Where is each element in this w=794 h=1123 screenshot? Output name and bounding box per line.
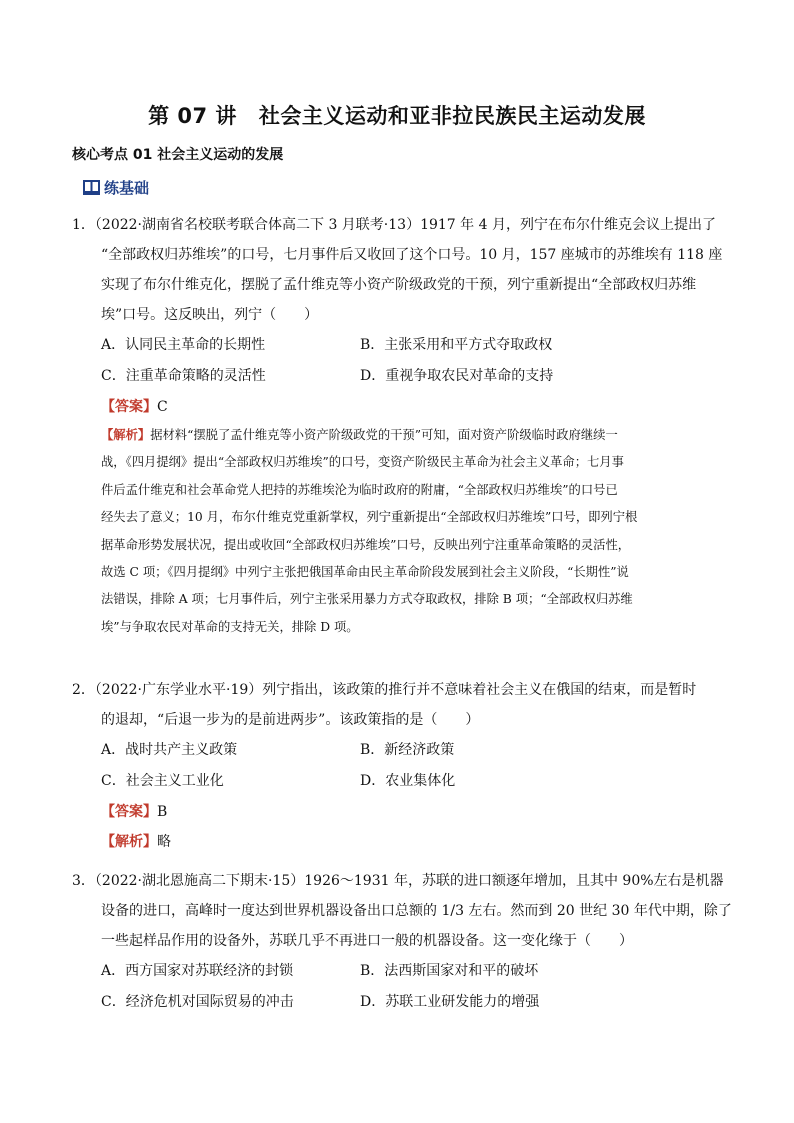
answer-value: C — [157, 399, 168, 415]
analysis-line — [72, 827, 732, 857]
answer-tag: 【答案】 — [101, 399, 157, 415]
options-row — [72, 956, 732, 987]
question-stem-line: 一些起样品作用的设备外，苏联几乎不再进口一般的机器设备。这一变化缘于（ ） — [101, 933, 633, 949]
option-c: C．注重革命策略的灵活性 — [101, 368, 266, 384]
option-b: B．新经济政策 — [360, 742, 455, 758]
option-b: B．主张采用和平方式夺取政权 — [360, 337, 553, 353]
options-row — [72, 330, 732, 361]
question-stem-line: 的退却，“后退一步为的是前进两步”。该政策指的是（ ） — [101, 712, 480, 728]
option-a: A．战时共产主义政策 — [101, 742, 238, 758]
analysis-line: 据革命形势发展状况，提出或收回“全部政权归苏维埃”口号，反映出列宁注重革命策略的灵活性， — [101, 537, 631, 552]
analysis-tag: 【解析】 — [101, 834, 157, 850]
option-c: C．经济危机对国际贸易的冲击 — [101, 994, 294, 1010]
analysis-line: 件后孟什维克和社会革命党人把持的苏维埃沦为临时政府的附庸，“全部政权归苏维埃”的口号已 — [101, 482, 618, 497]
question-stem-line: 设备的进口，高峰时一度达到世界机器设备出口总额的 1/3 左右。然而到 20 世纪 30 年代中期，除了 — [101, 903, 732, 919]
question-number: 1． — [72, 217, 95, 233]
option-c: C．社会主义工业化 — [101, 773, 224, 789]
question-stem-line: “全部政权归苏维埃”的口号，七月事件后又收回了这个口号。10 月，157 座城市的苏维埃有 118 座 — [101, 247, 723, 263]
question-2 — [72, 675, 732, 857]
page-title — [0, 100, 794, 130]
analysis-line: 据材料“摆脱了孟什维克等小资产阶级政党的干预”可知，面对资产阶级临时政府继续一 — [150, 428, 618, 442]
core-point-heading: 核心考点 01 社会主义运动的发展 — [72, 147, 284, 163]
option-d: D．苏联工业研发能力的增强 — [360, 994, 540, 1010]
analysis-block — [72, 422, 732, 641]
question-3 — [72, 866, 732, 1018]
answer-tag: 【答案】 — [101, 804, 157, 820]
options-row — [72, 987, 732, 1018]
lecture-number: 第 07 讲 — [148, 104, 237, 128]
question-number: 2． — [72, 682, 95, 698]
option-a: A．认同民主革命的长期性 — [101, 337, 266, 353]
question-1 — [72, 210, 732, 641]
question-stem-line: 埃”口号。这反映出，列宁（ ） — [101, 307, 319, 323]
book-icon — [83, 180, 100, 195]
question-stem-line: 实现了布尔什维克化，摆脱了孟什维克等小资产阶级政党的干预，列宁重新提出“全部政权归苏维 — [101, 277, 697, 293]
lecture-title: 社会主义运动和亚非拉民族民主运动发展 — [258, 104, 646, 128]
options-row — [72, 766, 732, 797]
options-row — [72, 361, 732, 392]
option-d: D．重视争取农民对革命的支持 — [360, 368, 554, 384]
analysis-line: 战，《四月提纲》提出“全部政权归苏维埃”的口号，变资产阶级民主革命为社会主义革命；七月事 — [101, 455, 624, 470]
option-b: B．法西斯国家对和平的破坏 — [360, 963, 539, 979]
analysis-line: 法错误，排除 A 项；七月事件后，列宁主张采用暴力方式夺取政权，排除 B 项；“全部政权归苏维 — [101, 592, 633, 607]
section-heading — [83, 177, 149, 198]
option-d: D．农业集体化 — [360, 773, 456, 789]
answer-line — [72, 392, 732, 422]
question-stem-line: 2．（2022·广东学业水平·19）列宁指出，该政策的推行并不意味着社会主义在俄国的结束，而是暂时 — [72, 682, 697, 698]
section-label: 练基础 — [104, 179, 150, 197]
analysis-line: 故选 C 项；《四月提纲》中列宁主张把俄国革命由民主革命阶段发展到社会主义阶段，“长期性”说 — [101, 564, 629, 579]
analysis-line: 埃”与争取农民对革命的支持无关，排除 D 项。 — [101, 619, 359, 634]
analysis-value: 略 — [157, 834, 171, 850]
analysis-tag: 【解析】 — [101, 428, 151, 442]
question-stem-line: 3．（2022·湖北恩施高二下期末·15）1926～1931 年，苏联的进口额逐年增加，且其中 90%左右是机器 — [72, 873, 724, 889]
option-a: A．西方国家对苏联经济的封锁 — [101, 963, 294, 979]
question-stem-line: 1．（2022·湖南省名校联考联合体高二下 3 月联考·13）1917 年 4 月，列宁在布尔什维克会议上提出了 — [72, 217, 716, 233]
answer-value: B — [157, 804, 168, 820]
answer-line — [72, 797, 732, 827]
question-number: 3． — [72, 873, 95, 889]
options-row — [72, 735, 732, 766]
analysis-line: 经失去了意义；10 月，布尔什维克党重新掌权，列宁重新提出“全部政权归苏维埃”口号，即列宁根 — [101, 510, 638, 525]
